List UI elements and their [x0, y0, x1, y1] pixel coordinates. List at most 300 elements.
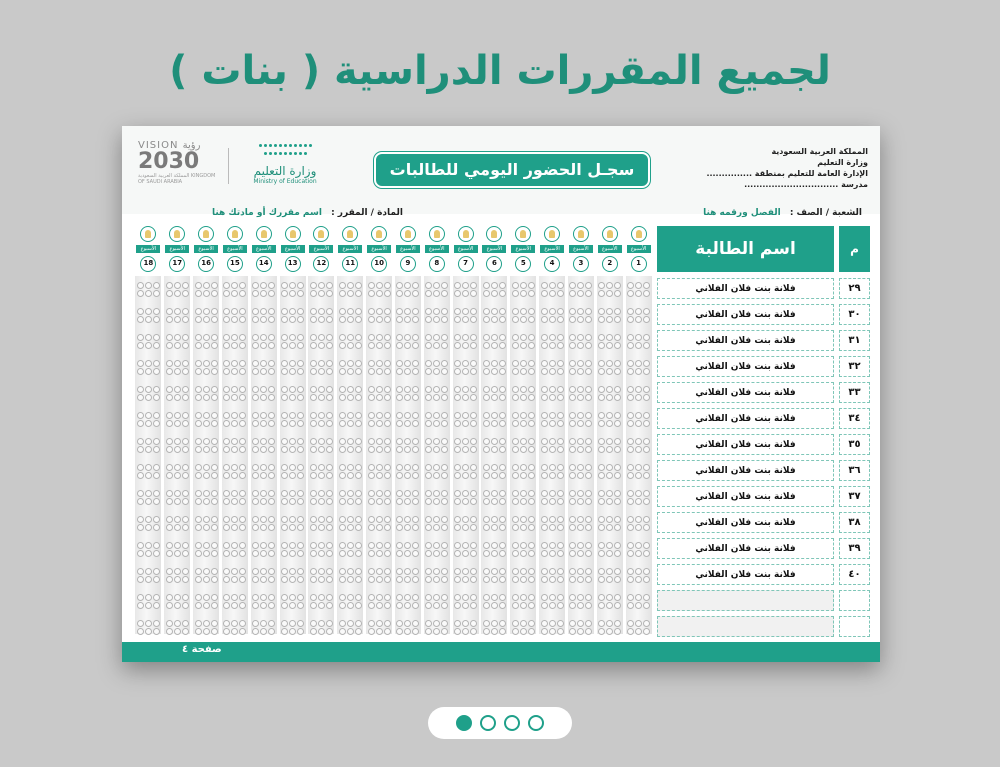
attendance-day-circle[interactable]: [384, 438, 391, 445]
attendance-day-circle[interactable]: [557, 334, 564, 341]
attendance-day-circle[interactable]: [549, 464, 556, 471]
attendance-day-circle[interactable]: [376, 542, 383, 549]
attendance-day-circle[interactable]: [470, 334, 477, 341]
attendance-day-circle[interactable]: [462, 628, 469, 635]
attendance-day-circle[interactable]: [520, 446, 527, 453]
attendance-day-circle[interactable]: [174, 316, 181, 323]
attendance-day-circle[interactable]: [339, 594, 346, 601]
attendance-day-circle[interactable]: [425, 498, 432, 505]
attendance-day-circle[interactable]: [145, 368, 152, 375]
attendance-day-circle[interactable]: [404, 594, 411, 601]
attendance-day-circle[interactable]: [137, 550, 144, 557]
attendance-day-circle[interactable]: [376, 316, 383, 323]
attendance-day-circle[interactable]: [289, 602, 296, 609]
attendance-day-circle[interactable]: [231, 524, 238, 531]
attendance-day-circle[interactable]: [499, 542, 506, 549]
attendance-day-circle[interactable]: [585, 490, 592, 497]
attendance-day-circle[interactable]: [376, 464, 383, 471]
attendance-day-circle[interactable]: [231, 464, 238, 471]
attendance-day-circle[interactable]: [577, 472, 584, 479]
attendance-day-circle[interactable]: [598, 386, 605, 393]
attendance-day-circle[interactable]: [252, 360, 259, 367]
attendance-day-circle[interactable]: [557, 524, 564, 531]
attendance-day-circle[interactable]: [557, 420, 564, 427]
attendance-day-circle[interactable]: [577, 438, 584, 445]
attendance-day-circle[interactable]: [585, 368, 592, 375]
attendance-day-circle[interactable]: [635, 628, 642, 635]
attendance-day-circle[interactable]: [252, 576, 259, 583]
attendance-day-circle[interactable]: [297, 602, 304, 609]
attendance-day-circle[interactable]: [598, 446, 605, 453]
attendance-day-circle[interactable]: [289, 386, 296, 393]
attendance-day-circle[interactable]: [614, 498, 621, 505]
attendance-day-circle[interactable]: [528, 472, 535, 479]
attendance-day-circle[interactable]: [549, 516, 556, 523]
attendance-day-circle[interactable]: [462, 602, 469, 609]
attendance-day-circle[interactable]: [643, 602, 650, 609]
attendance-day-circle[interactable]: [223, 282, 230, 289]
attendance-day-circle[interactable]: [557, 438, 564, 445]
attendance-day-circle[interactable]: [347, 412, 354, 419]
attendance-day-circle[interactable]: [231, 542, 238, 549]
attendance-day-circle[interactable]: [310, 464, 317, 471]
attendance-day-circle[interactable]: [569, 446, 576, 453]
attendance-day-circle[interactable]: [404, 472, 411, 479]
attendance-day-circle[interactable]: [454, 386, 461, 393]
attendance-day-circle[interactable]: [368, 342, 375, 349]
attendance-day-circle[interactable]: [635, 602, 642, 609]
attendance-day-circle[interactable]: [569, 438, 576, 445]
attendance-day-circle[interactable]: [643, 290, 650, 297]
attendance-day-circle[interactable]: [470, 576, 477, 583]
attendance-day-circle[interactable]: [174, 576, 181, 583]
attendance-day-circle[interactable]: [203, 472, 210, 479]
attendance-day-circle[interactable]: [499, 412, 506, 419]
attendance-day-circle[interactable]: [412, 290, 419, 297]
attendance-day-circle[interactable]: [549, 472, 556, 479]
attendance-day-circle[interactable]: [223, 464, 230, 471]
attendance-day-circle[interactable]: [174, 550, 181, 557]
attendance-day-circle[interactable]: [268, 334, 275, 341]
attendance-day-circle[interactable]: [441, 628, 448, 635]
attendance-day-circle[interactable]: [577, 490, 584, 497]
attendance-day-circle[interactable]: [470, 602, 477, 609]
attendance-day-circle[interactable]: [470, 308, 477, 315]
attendance-day-circle[interactable]: [182, 550, 189, 557]
attendance-day-circle[interactable]: [347, 446, 354, 453]
attendance-day-circle[interactable]: [326, 360, 333, 367]
attendance-day-circle[interactable]: [145, 464, 152, 471]
attendance-day-circle[interactable]: [585, 464, 592, 471]
attendance-day-circle[interactable]: [326, 524, 333, 531]
attendance-day-circle[interactable]: [627, 360, 634, 367]
attendance-day-circle[interactable]: [268, 386, 275, 393]
attendance-day-circle[interactable]: [195, 334, 202, 341]
attendance-day-circle[interactable]: [541, 602, 548, 609]
attendance-day-circle[interactable]: [520, 490, 527, 497]
attendance-day-circle[interactable]: [145, 550, 152, 557]
attendance-day-circle[interactable]: [239, 360, 246, 367]
attendance-day-circle[interactable]: [528, 438, 535, 445]
attendance-day-circle[interactable]: [297, 290, 304, 297]
attendance-day-circle[interactable]: [239, 464, 246, 471]
attendance-day-circle[interactable]: [483, 628, 490, 635]
attendance-day-circle[interactable]: [203, 316, 210, 323]
attendance-day-circle[interactable]: [412, 394, 419, 401]
attendance-day-circle[interactable]: [195, 516, 202, 523]
attendance-day-circle[interactable]: [433, 420, 440, 427]
attendance-day-circle[interactable]: [433, 524, 440, 531]
attendance-day-circle[interactable]: [635, 334, 642, 341]
attendance-day-circle[interactable]: [195, 386, 202, 393]
attendance-day-circle[interactable]: [166, 542, 173, 549]
attendance-day-circle[interactable]: [606, 594, 613, 601]
attendance-day-circle[interactable]: [339, 360, 346, 367]
attendance-day-circle[interactable]: [412, 308, 419, 315]
attendance-day-circle[interactable]: [310, 368, 317, 375]
attendance-day-circle[interactable]: [541, 290, 548, 297]
attendance-day-circle[interactable]: [376, 490, 383, 497]
student-name-cell[interactable]: فلانة بنت فلان الفلاني: [657, 408, 834, 429]
attendance-day-circle[interactable]: [606, 394, 613, 401]
attendance-day-circle[interactable]: [404, 282, 411, 289]
attendance-day-circle[interactable]: [153, 316, 160, 323]
attendance-day-circle[interactable]: [606, 550, 613, 557]
attendance-day-circle[interactable]: [137, 420, 144, 427]
attendance-day-circle[interactable]: [606, 542, 613, 549]
attendance-day-circle[interactable]: [223, 412, 230, 419]
attendance-day-circle[interactable]: [339, 342, 346, 349]
attendance-day-circle[interactable]: [433, 290, 440, 297]
attendance-day-circle[interactable]: [520, 290, 527, 297]
attendance-day-circle[interactable]: [577, 628, 584, 635]
attendance-day-circle[interactable]: [598, 524, 605, 531]
attendance-day-circle[interactable]: [384, 282, 391, 289]
attendance-day-circle[interactable]: [195, 524, 202, 531]
attendance-day-circle[interactable]: [223, 620, 230, 627]
attendance-day-circle[interactable]: [223, 594, 230, 601]
attendance-day-circle[interactable]: [512, 386, 519, 393]
attendance-day-circle[interactable]: [577, 394, 584, 401]
attendance-day-circle[interactable]: [585, 576, 592, 583]
attendance-day-circle[interactable]: [174, 594, 181, 601]
attendance-day-circle[interactable]: [376, 394, 383, 401]
attendance-day-circle[interactable]: [231, 342, 238, 349]
attendance-day-circle[interactable]: [297, 368, 304, 375]
attendance-day-circle[interactable]: [412, 446, 419, 453]
attendance-day-circle[interactable]: [483, 316, 490, 323]
attendance-day-circle[interactable]: [635, 446, 642, 453]
attendance-day-circle[interactable]: [268, 438, 275, 445]
attendance-day-circle[interactable]: [368, 438, 375, 445]
attendance-day-circle[interactable]: [635, 412, 642, 419]
attendance-day-circle[interactable]: [569, 542, 576, 549]
attendance-day-circle[interactable]: [643, 472, 650, 479]
attendance-day-circle[interactable]: [425, 316, 432, 323]
attendance-day-circle[interactable]: [462, 386, 469, 393]
attendance-day-circle[interactable]: [310, 342, 317, 349]
attendance-day-circle[interactable]: [211, 316, 218, 323]
attendance-day-circle[interactable]: [145, 394, 152, 401]
attendance-day-circle[interactable]: [557, 386, 564, 393]
attendance-day-circle[interactable]: [239, 446, 246, 453]
student-name-cell[interactable]: فلانة بنت فلان الفلاني: [657, 382, 834, 403]
attendance-day-circle[interactable]: [643, 568, 650, 575]
attendance-day-circle[interactable]: [441, 290, 448, 297]
attendance-day-circle[interactable]: [483, 412, 490, 419]
attendance-day-circle[interactable]: [643, 308, 650, 315]
attendance-day-circle[interactable]: [569, 316, 576, 323]
attendance-day-circle[interactable]: [252, 368, 259, 375]
attendance-day-circle[interactable]: [627, 420, 634, 427]
attendance-day-circle[interactable]: [339, 576, 346, 583]
attendance-day-circle[interactable]: [412, 342, 419, 349]
attendance-day-circle[interactable]: [585, 308, 592, 315]
attendance-day-circle[interactable]: [425, 542, 432, 549]
student-name-cell[interactable]: فلانة بنت فلان الفلاني: [657, 460, 834, 481]
attendance-day-circle[interactable]: [598, 576, 605, 583]
attendance-day-circle[interactable]: [174, 524, 181, 531]
attendance-day-circle[interactable]: [310, 360, 317, 367]
attendance-day-circle[interactable]: [182, 446, 189, 453]
attendance-day-circle[interactable]: [211, 290, 218, 297]
attendance-day-circle[interactable]: [223, 602, 230, 609]
attendance-day-circle[interactable]: [614, 420, 621, 427]
attendance-day-circle[interactable]: [614, 576, 621, 583]
attendance-day-circle[interactable]: [203, 550, 210, 557]
attendance-day-circle[interactable]: [396, 342, 403, 349]
attendance-day-circle[interactable]: [268, 576, 275, 583]
attendance-day-circle[interactable]: [355, 342, 362, 349]
attendance-day-circle[interactable]: [512, 550, 519, 557]
attendance-day-circle[interactable]: [528, 282, 535, 289]
attendance-day-circle[interactable]: [454, 524, 461, 531]
attendance-day-circle[interactable]: [569, 576, 576, 583]
attendance-day-circle[interactable]: [425, 394, 432, 401]
attendance-day-circle[interactable]: [195, 472, 202, 479]
attendance-day-circle[interactable]: [606, 308, 613, 315]
attendance-day-circle[interactable]: [585, 394, 592, 401]
attendance-day-circle[interactable]: [549, 524, 556, 531]
attendance-day-circle[interactable]: [297, 568, 304, 575]
attendance-day-circle[interactable]: [528, 498, 535, 505]
attendance-day-circle[interactable]: [174, 334, 181, 341]
attendance-day-circle[interactable]: [368, 576, 375, 583]
attendance-day-circle[interactable]: [425, 516, 432, 523]
attendance-day-circle[interactable]: [433, 594, 440, 601]
attendance-day-circle[interactable]: [635, 308, 642, 315]
attendance-day-circle[interactable]: [549, 412, 556, 419]
attendance-day-circle[interactable]: [281, 446, 288, 453]
attendance-day-circle[interactable]: [297, 334, 304, 341]
attendance-day-circle[interactable]: [441, 550, 448, 557]
attendance-day-circle[interactable]: [260, 360, 267, 367]
attendance-day-circle[interactable]: [541, 438, 548, 445]
pager-dot[interactable]: [504, 715, 520, 731]
attendance-day-circle[interactable]: [491, 498, 498, 505]
attendance-day-circle[interactable]: [454, 308, 461, 315]
attendance-day-circle[interactable]: [326, 490, 333, 497]
attendance-day-circle[interactable]: [396, 394, 403, 401]
attendance-day-circle[interactable]: [470, 550, 477, 557]
attendance-day-circle[interactable]: [627, 498, 634, 505]
attendance-day-circle[interactable]: [483, 446, 490, 453]
attendance-day-circle[interactable]: [166, 498, 173, 505]
attendance-day-circle[interactable]: [462, 472, 469, 479]
attendance-day-circle[interactable]: [569, 516, 576, 523]
attendance-day-circle[interactable]: [412, 594, 419, 601]
attendance-day-circle[interactable]: [441, 498, 448, 505]
attendance-day-circle[interactable]: [441, 360, 448, 367]
attendance-day-circle[interactable]: [153, 360, 160, 367]
attendance-day-circle[interactable]: [310, 576, 317, 583]
attendance-day-circle[interactable]: [239, 438, 246, 445]
attendance-day-circle[interactable]: [166, 516, 173, 523]
attendance-day-circle[interactable]: [211, 394, 218, 401]
attendance-day-circle[interactable]: [614, 368, 621, 375]
attendance-day-circle[interactable]: [174, 342, 181, 349]
attendance-day-circle[interactable]: [223, 446, 230, 453]
student-name-cell[interactable]: فلانة بنت فلان الفلاني: [657, 356, 834, 377]
attendance-day-circle[interactable]: [404, 412, 411, 419]
attendance-day-circle[interactable]: [339, 334, 346, 341]
attendance-day-circle[interactable]: [355, 308, 362, 315]
attendance-day-circle[interactable]: [441, 620, 448, 627]
attendance-day-circle[interactable]: [512, 516, 519, 523]
attendance-day-circle[interactable]: [231, 550, 238, 557]
attendance-day-circle[interactable]: [339, 290, 346, 297]
attendance-day-circle[interactable]: [166, 472, 173, 479]
attendance-day-circle[interactable]: [404, 290, 411, 297]
attendance-day-circle[interactable]: [462, 342, 469, 349]
attendance-day-circle[interactable]: [153, 576, 160, 583]
attendance-day-circle[interactable]: [268, 342, 275, 349]
attendance-day-circle[interactable]: [454, 602, 461, 609]
attendance-day-circle[interactable]: [203, 290, 210, 297]
attendance-day-circle[interactable]: [454, 412, 461, 419]
attendance-day-circle[interactable]: [318, 342, 325, 349]
attendance-day-circle[interactable]: [211, 472, 218, 479]
attendance-day-circle[interactable]: [549, 438, 556, 445]
attendance-day-circle[interactable]: [528, 446, 535, 453]
attendance-day-circle[interactable]: [137, 498, 144, 505]
attendance-day-circle[interactable]: [137, 472, 144, 479]
attendance-day-circle[interactable]: [499, 628, 506, 635]
attendance-day-circle[interactable]: [231, 290, 238, 297]
attendance-day-circle[interactable]: [203, 524, 210, 531]
attendance-day-circle[interactable]: [153, 282, 160, 289]
attendance-day-circle[interactable]: [441, 282, 448, 289]
attendance-day-circle[interactable]: [174, 498, 181, 505]
attendance-day-circle[interactable]: [598, 594, 605, 601]
attendance-day-circle[interactable]: [174, 542, 181, 549]
attendance-day-circle[interactable]: [598, 282, 605, 289]
attendance-day-circle[interactable]: [499, 602, 506, 609]
attendance-day-circle[interactable]: [635, 542, 642, 549]
attendance-day-circle[interactable]: [577, 620, 584, 627]
attendance-day-circle[interactable]: [145, 472, 152, 479]
attendance-day-circle[interactable]: [223, 490, 230, 497]
attendance-day-circle[interactable]: [326, 334, 333, 341]
attendance-day-circle[interactable]: [425, 602, 432, 609]
attendance-day-circle[interactable]: [454, 282, 461, 289]
attendance-day-circle[interactable]: [339, 420, 346, 427]
attendance-day-circle[interactable]: [166, 490, 173, 497]
attendance-day-circle[interactable]: [203, 576, 210, 583]
attendance-day-circle[interactable]: [643, 542, 650, 549]
attendance-day-circle[interactable]: [281, 594, 288, 601]
attendance-day-circle[interactable]: [195, 446, 202, 453]
attendance-day-circle[interactable]: [182, 316, 189, 323]
attendance-day-circle[interactable]: [223, 368, 230, 375]
attendance-day-circle[interactable]: [289, 360, 296, 367]
attendance-day-circle[interactable]: [483, 438, 490, 445]
attendance-day-circle[interactable]: [541, 342, 548, 349]
attendance-day-circle[interactable]: [174, 472, 181, 479]
attendance-day-circle[interactable]: [528, 576, 535, 583]
attendance-day-circle[interactable]: [396, 368, 403, 375]
attendance-day-circle[interactable]: [569, 368, 576, 375]
attendance-day-circle[interactable]: [425, 490, 432, 497]
attendance-day-circle[interactable]: [166, 386, 173, 393]
attendance-day-circle[interactable]: [614, 472, 621, 479]
attendance-day-circle[interactable]: [512, 394, 519, 401]
attendance-day-circle[interactable]: [425, 438, 432, 445]
attendance-day-circle[interactable]: [368, 472, 375, 479]
attendance-day-circle[interactable]: [499, 334, 506, 341]
attendance-day-circle[interactable]: [268, 620, 275, 627]
attendance-day-circle[interactable]: [483, 516, 490, 523]
attendance-day-circle[interactable]: [425, 282, 432, 289]
attendance-day-circle[interactable]: [499, 472, 506, 479]
attendance-day-circle[interactable]: [483, 498, 490, 505]
attendance-day-circle[interactable]: [384, 334, 391, 341]
attendance-day-circle[interactable]: [541, 620, 548, 627]
attendance-day-circle[interactable]: [412, 360, 419, 367]
attendance-day-circle[interactable]: [643, 420, 650, 427]
attendance-day-circle[interactable]: [153, 550, 160, 557]
student-name-cell[interactable]: فلانة بنت فلان الفلاني: [657, 434, 834, 455]
attendance-day-circle[interactable]: [483, 282, 490, 289]
attendance-day-circle[interactable]: [470, 628, 477, 635]
attendance-day-circle[interactable]: [606, 464, 613, 471]
attendance-day-circle[interactable]: [557, 550, 564, 557]
attendance-day-circle[interactable]: [585, 620, 592, 627]
attendance-day-circle[interactable]: [376, 334, 383, 341]
attendance-day-circle[interactable]: [491, 576, 498, 583]
attendance-day-circle[interactable]: [635, 316, 642, 323]
attendance-day-circle[interactable]: [281, 368, 288, 375]
attendance-day-circle[interactable]: [512, 412, 519, 419]
attendance-day-circle[interactable]: [627, 550, 634, 557]
attendance-day-circle[interactable]: [355, 542, 362, 549]
attendance-day-circle[interactable]: [384, 394, 391, 401]
attendance-day-circle[interactable]: [441, 446, 448, 453]
student-name-cell[interactable]: فلانة بنت فلان الفلاني: [657, 564, 834, 585]
attendance-day-circle[interactable]: [499, 438, 506, 445]
attendance-day-circle[interactable]: [606, 316, 613, 323]
attendance-day-circle[interactable]: [614, 394, 621, 401]
attendance-day-circle[interactable]: [326, 602, 333, 609]
attendance-day-circle[interactable]: [541, 394, 548, 401]
attendance-day-circle[interactable]: [347, 368, 354, 375]
attendance-day-circle[interactable]: [499, 308, 506, 315]
attendance-day-circle[interactable]: [318, 594, 325, 601]
attendance-day-circle[interactable]: [289, 490, 296, 497]
attendance-day-circle[interactable]: [376, 620, 383, 627]
attendance-day-circle[interactable]: [182, 438, 189, 445]
attendance-day-circle[interactable]: [470, 490, 477, 497]
